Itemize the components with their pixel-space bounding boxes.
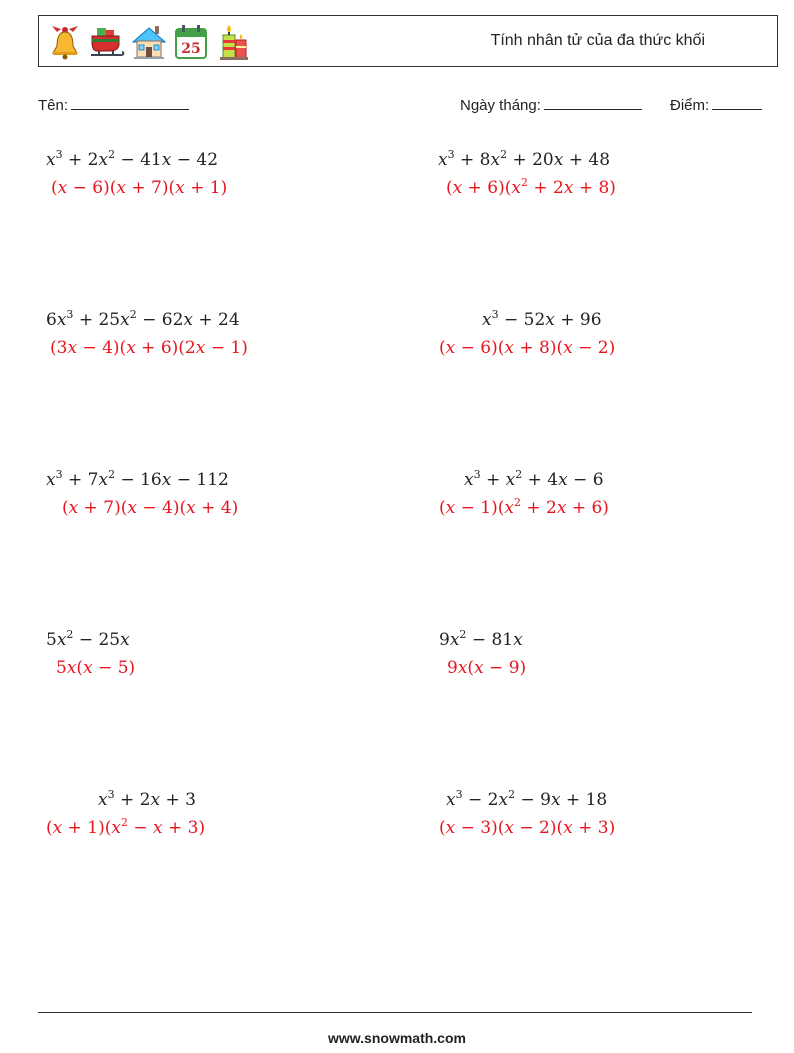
problem-expression: $9x^2 - 81x$ bbox=[439, 628, 523, 650]
problem-3 bbox=[46, 310, 248, 358]
problem-expression: $x^3 + 2x^2 - 41x - 42$ bbox=[46, 148, 219, 170]
calendar-number: 25 bbox=[181, 41, 201, 57]
date-label: Ngày tháng: bbox=[460, 97, 541, 114]
sleigh-icon bbox=[89, 22, 125, 62]
problem-8 bbox=[438, 630, 526, 678]
problem-answer: (3x − 4)(x + 6)(2x − 1) bbox=[50, 338, 248, 358]
problem-2 bbox=[438, 150, 616, 198]
problem-expression: $x^3 - 2x^2 - 9x + 18$ bbox=[446, 788, 608, 810]
problem-expression: $x^3 + 8x^2 + 20x + 48$ bbox=[438, 148, 611, 170]
problem-1 bbox=[46, 150, 227, 198]
problem-5 bbox=[46, 470, 238, 518]
problem-expression: $x^3 + 7x^2 - 16x - 112$ bbox=[46, 468, 229, 490]
score-label: Điểm: bbox=[670, 97, 710, 114]
bell-icon bbox=[47, 22, 83, 62]
calendar-icon bbox=[173, 22, 209, 62]
date-blank[interactable] bbox=[544, 94, 642, 110]
name-field bbox=[38, 94, 189, 114]
problem-10 bbox=[438, 790, 615, 838]
problem-7 bbox=[46, 630, 135, 678]
footer-divider bbox=[38, 1012, 752, 1013]
name-blank[interactable] bbox=[71, 94, 189, 110]
date-field bbox=[460, 94, 642, 114]
problem-answer: $(x - 1)(x^2 + 2x + 6)$ bbox=[439, 496, 609, 518]
problem-expression: $x^3 - 52x + 96$ bbox=[482, 308, 602, 330]
problem-answer: 9x(x − 9) bbox=[447, 658, 527, 678]
house-icon bbox=[131, 22, 167, 62]
icon-strip bbox=[47, 20, 251, 64]
problem-4 bbox=[438, 310, 615, 358]
worksheet-title: Tính nhân tử của đa thức khối bbox=[490, 32, 705, 49]
problem-answer: (x − 3)(x − 2)(x + 3) bbox=[439, 818, 616, 838]
problem-answer: (x + 7)(x − 4)(x + 4) bbox=[62, 498, 239, 518]
name-label: Tên: bbox=[38, 97, 69, 114]
score-blank[interactable] bbox=[712, 94, 762, 110]
problem-9 bbox=[46, 790, 205, 838]
problem-answer: 5x(x − 5) bbox=[56, 658, 136, 678]
score-field bbox=[670, 94, 762, 114]
problem-answer: (x − 6)(x + 8)(x − 2) bbox=[439, 338, 616, 358]
problem-expression: $x^3 + x^2 + 4x - 6$ bbox=[464, 468, 604, 490]
problem-answer: $(x + 6)(x^2 + 2x + 8)$ bbox=[446, 176, 616, 198]
problem-answer: $(x + 1)(x^2 - x + 3)$ bbox=[46, 816, 206, 838]
problem-expression: $x^3 + 2x + 3$ bbox=[98, 788, 196, 810]
footer-url[interactable]: www.snowmath.com bbox=[328, 1030, 466, 1046]
problem-expression: $6x^3 + 25x^2 - 62x + 24$ bbox=[46, 308, 240, 330]
problem-answer: (x − 6)(x + 7)(x + 1) bbox=[51, 178, 228, 198]
candles-icon bbox=[215, 22, 251, 62]
problem-6 bbox=[438, 470, 609, 518]
problem-expression: $5x^2 - 25x$ bbox=[46, 628, 130, 650]
header-box bbox=[38, 15, 778, 67]
